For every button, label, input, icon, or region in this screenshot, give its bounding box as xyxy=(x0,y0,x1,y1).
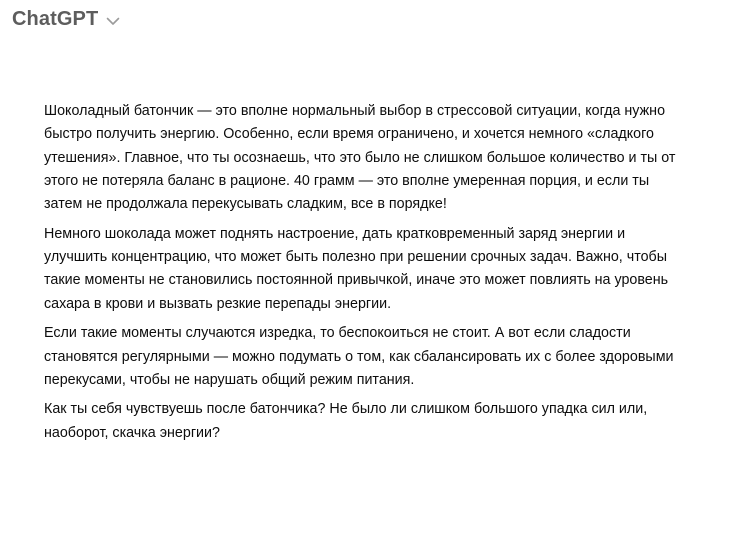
message-paragraph: Как ты себя чувствуешь после батончика? Не было ли слишком большого упадка сил или, наоборот, скачка энергии? xyxy=(44,401,648,441)
assistant-message xyxy=(44,100,684,451)
app-title[interactable]: ChatGPT xyxy=(12,8,99,30)
message-paragraph: Если такие моменты случаются изредка, то беспокоиться не стоит. А вот если сладости становятся регулярными — можно подумать о том, как сбалансировать их с более здоровыми перекусами, чтобы не нарушать общий режим питания. xyxy=(44,325,674,388)
chevron-down-icon[interactable] xyxy=(106,17,120,26)
message-paragraph: Немного шоколада может поднять настроение, дать кратковременный заряд энергии и улучшить концентрацию, что может быть полезно при решении срочных задач. Важно, чтобы такие моменты не становились постоянной привычкой, иначе это может повлиять на уровень сахара в крови и вызвать резкие перепады энергии. xyxy=(44,225,669,312)
message-paragraph: Шоколадный батончик — это вполне нормальный выбор в стрессовой ситуации, когда нужно быстро получить энергию. Особенно, если время ограничено, и хочется немного «сладкого утешения». Главное, что ты осознаешь, что это было не слишком большое количество и ты от этого не потеряла баланс в рационе. 40 грамм — это вполне умеренная порция, и если ты затем не продолжала перекусывать сладким, все в порядке! xyxy=(44,103,676,213)
model-switcher[interactable] xyxy=(12,8,120,31)
